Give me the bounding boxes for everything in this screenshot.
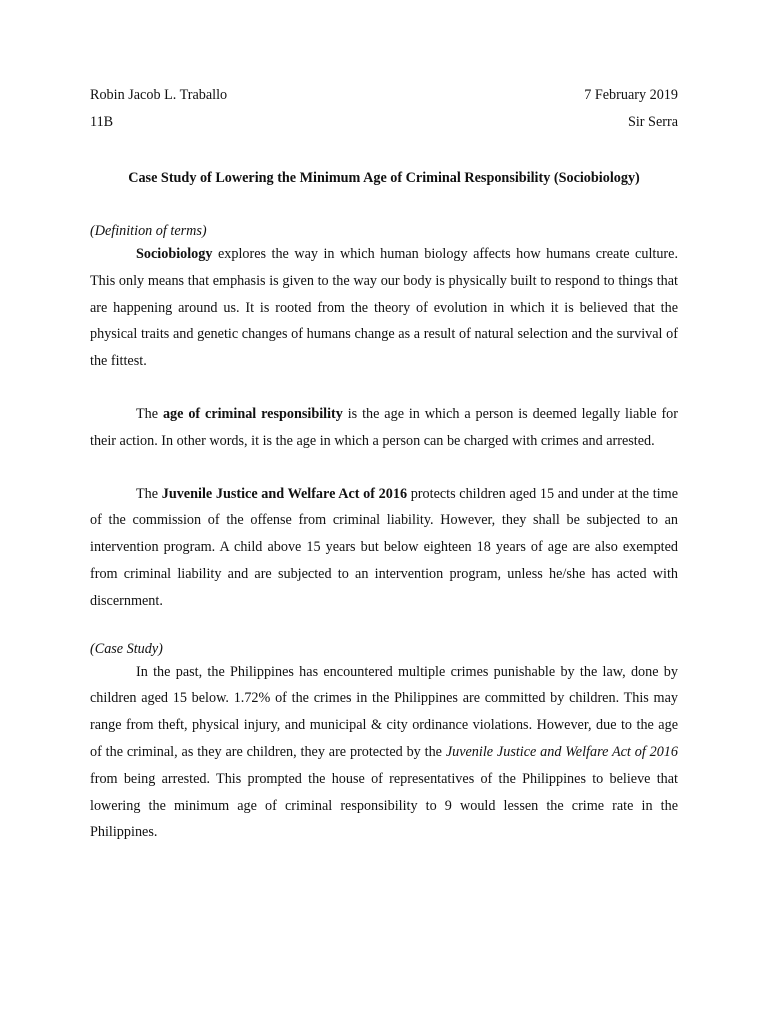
class-section: 11B [90, 114, 114, 130]
case-text-b: from being arrested. This prompted the house of representatives of the Philippines to believe that lowering the minimum age of criminal responsibility to 9 would lessen the crime rate in the Philippines. [90, 770, 678, 841]
document-date: 7 February 2019 [584, 87, 678, 103]
age-responsibility-paragraph [90, 401, 678, 455]
age-term: age of criminal responsibility [162, 405, 343, 422]
juvenile-act-paragraph [90, 481, 678, 615]
author-name: Robin Jacob L. Traballo [90, 87, 228, 103]
header-row-1 [90, 82, 678, 109]
case-study-label: (Case Study) [90, 640, 163, 657]
definition-label: (Definition of terms) [90, 223, 207, 239]
case-act-italic: Juvenile Justice and Welfare Act of 2016 [445, 743, 678, 760]
act-term: Juvenile Justice and Welfare Act of 2016 [161, 485, 408, 502]
case-study-paragraph [90, 659, 678, 847]
sociobiology-term: Sociobiology [136, 246, 213, 262]
case-text-a: In the past, the Philippines has encountered multiple crimes punishable by the law, done by children aged 15 below. 1.72% of the crimes in the Philippines are committed by children. This may range from theft, physical injury, and municipal & city ordinance violations. However, due to the age of the criminal, as they are children, they are protected by the [90, 663, 678, 760]
age-lead: The [136, 405, 163, 422]
act-lead: The [136, 485, 162, 502]
sociobiology-paragraph [90, 241, 678, 375]
header-row-2 [90, 109, 678, 136]
age-text: is the age in which a person is deemed legally liable for their action. In other words, it is the age in which a person can be charged with crimes and arrested. [90, 405, 678, 449]
sociobiology-text: explores the way in which human biology affects how humans create culture. This only means that emphasis is given to the way our body is physically built to respond to things that are happening around us. It is rooted from the theory of evolution in which it is believed that the physical traits and genetic changes of humans change as a result of natural selection and the survival of the fittest. [90, 246, 678, 370]
act-text: protects children aged 15 and under at the time of the commission of the offense from criminal liability. However, they shall be subjected to an intervention program. A child above 15 years but below eighteen 18 years of age are also exempted from criminal liability and are subjected to an intervention program, unless he/she has acted with discernment. [90, 485, 678, 609]
teacher-name: Sir Serra [627, 114, 678, 130]
document-title: Case Study of Lowering the Minimum Age of Criminal Responsibility (Sociobiology) [128, 170, 640, 186]
